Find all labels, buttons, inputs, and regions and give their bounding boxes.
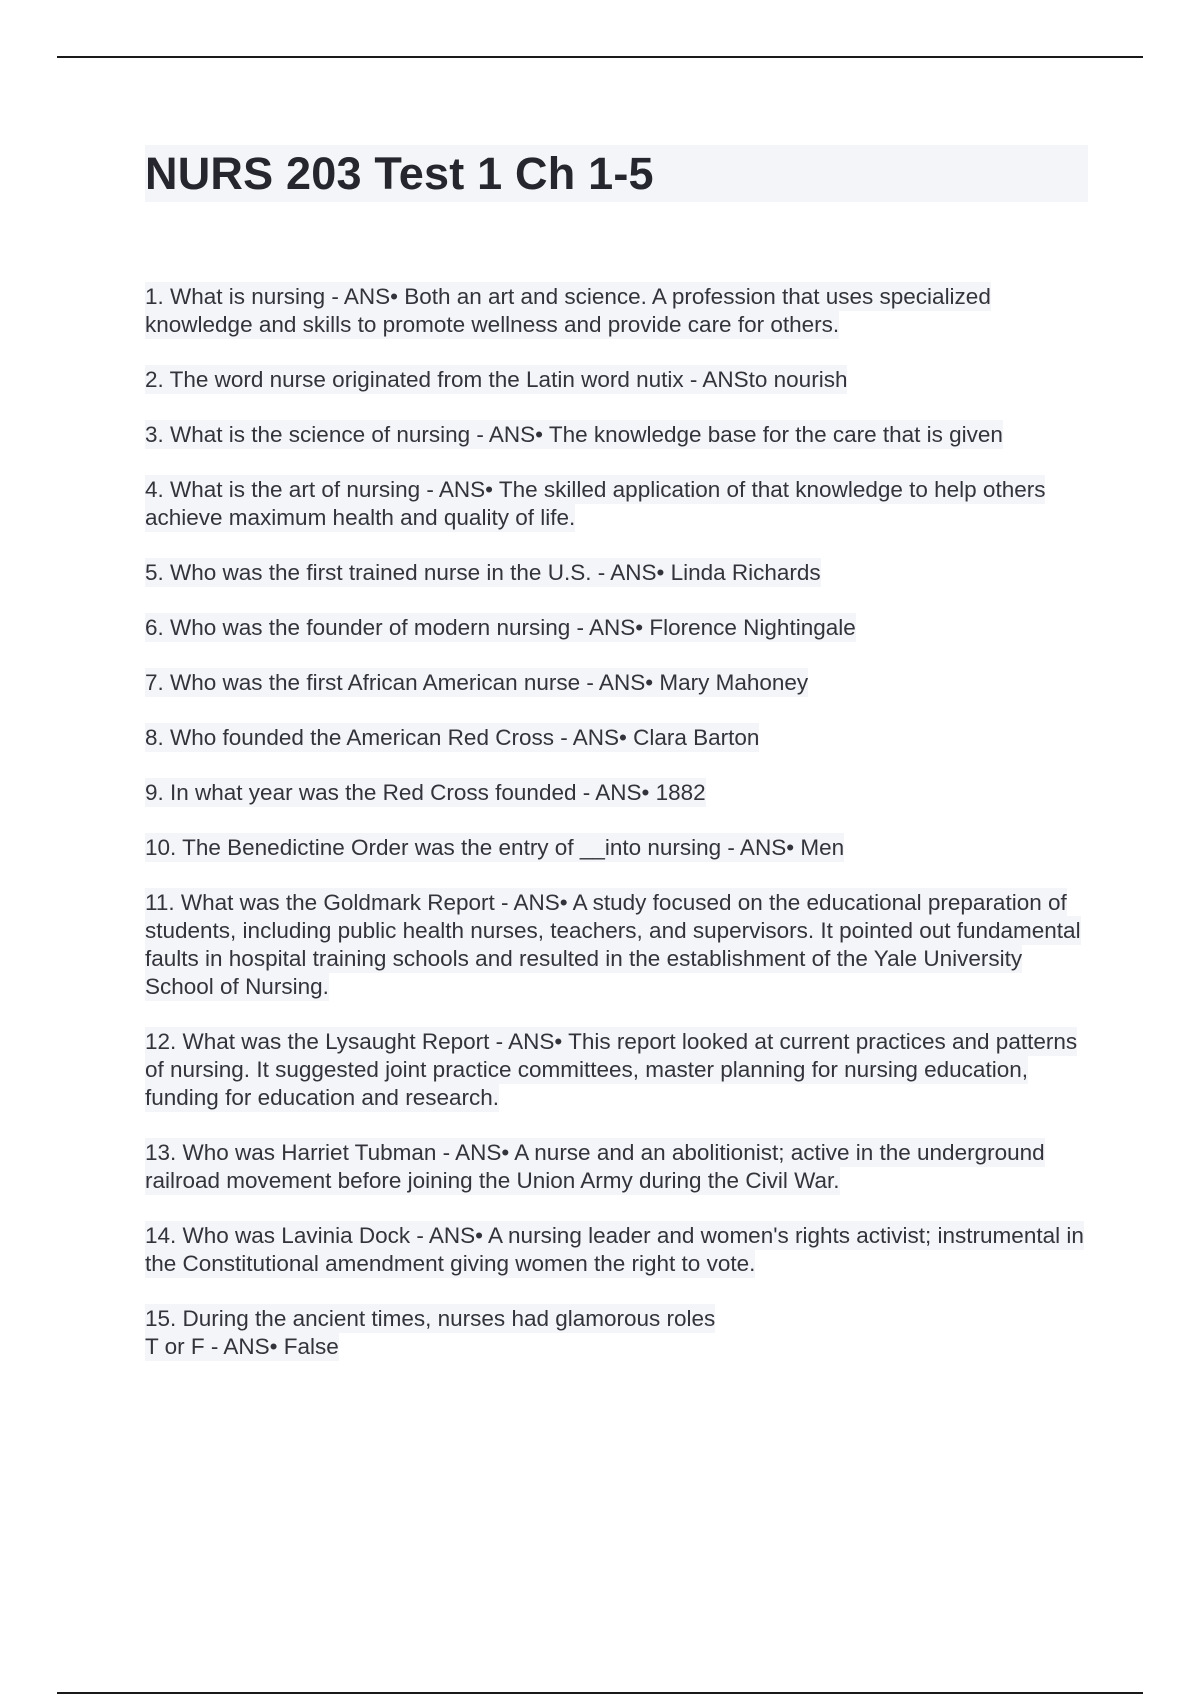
question-text: 7. Who was the first African American nurse - ANS• Mary Mahoney: [145, 670, 809, 695]
question-text: 15. During the ancient times, nurses had glamorous roles: [145, 1306, 716, 1331]
question-list: [145, 283, 1085, 1388]
question-item-15: [145, 1305, 1085, 1361]
question-text: 4. What is the art of nursing - ANS• The skilled application of that knowledge to help others achieve maximum health and quality of life.: [145, 477, 1046, 530]
question-text: 10. The Benedictine Order was the entry of __into nursing - ANS• Men: [145, 835, 845, 860]
question-item-8: [145, 724, 1085, 752]
question-item-13: [145, 1139, 1085, 1195]
question-text: 14. Who was Lavinia Dock - ANS• A nursing leader and women's rights activist; instrumental in the Constitutional amendment giving women the right to vote.: [145, 1223, 1084, 1276]
question-item-1: [145, 283, 1085, 339]
question-item-12: [145, 1028, 1085, 1112]
question-text: 9. In what year was the Red Cross founded - ANS• 1882: [145, 780, 706, 805]
question-item-10: [145, 834, 1085, 862]
question-text: 2. The word nurse originated from the Latin word nutix - ANSto nourish: [145, 367, 848, 392]
question-item-9: [145, 779, 1085, 807]
question-item-11: [145, 889, 1085, 1001]
answer-line: [145, 1333, 1085, 1361]
question-text: 13. Who was Harriet Tubman - ANS• A nurse and an abolitionist; active in the underground railroad movement before joining the Union Army during the Civil War.: [145, 1140, 1045, 1193]
question-item-3: [145, 421, 1085, 449]
question-text: 6. Who was the founder of modern nursing - ANS• Florence Nightingale: [145, 615, 856, 640]
question-item-5: [145, 559, 1085, 587]
question-text: 3. What is the science of nursing - ANS• The knowledge base for the care that is given: [145, 422, 1003, 447]
question-text: 5. Who was the first trained nurse in the U.S. - ANS• Linda Richards: [145, 560, 821, 585]
answer-text: T or F - ANS• False: [145, 1334, 339, 1359]
question-text: 12. What was the Lysaught Report - ANS• This report looked at current practices and patterns of nursing. It suggested joint practice committees, master planning for nursing education, funding for education and research.: [145, 1029, 1078, 1110]
question-item-4: [145, 476, 1085, 532]
question-text: 11. What was the Goldmark Report - ANS• A study focused on the educational preparation of students, including public health nurses, teachers, and supervisors. It pointed out fundamental faults in hospital training schools and resulted in the establishment of the Yale University School of Nursing.: [145, 890, 1081, 999]
question-text: 8. Who founded the American Red Cross - ANS• Clara Barton: [145, 725, 760, 750]
question-text: 1. What is nursing - ANS• Both an art and science. A profession that uses specialized knowledge and skills to promote wellness and provide care for others.: [145, 284, 991, 337]
question-item-14: [145, 1222, 1085, 1278]
question-item-2: [145, 366, 1085, 394]
question-item-6: [145, 614, 1085, 642]
top-rule: [57, 56, 1143, 58]
bottom-rule: [57, 1692, 1143, 1694]
document-title: NURS 203 Test 1 Ch 1-5: [145, 148, 654, 199]
question-item-7: [145, 669, 1085, 697]
